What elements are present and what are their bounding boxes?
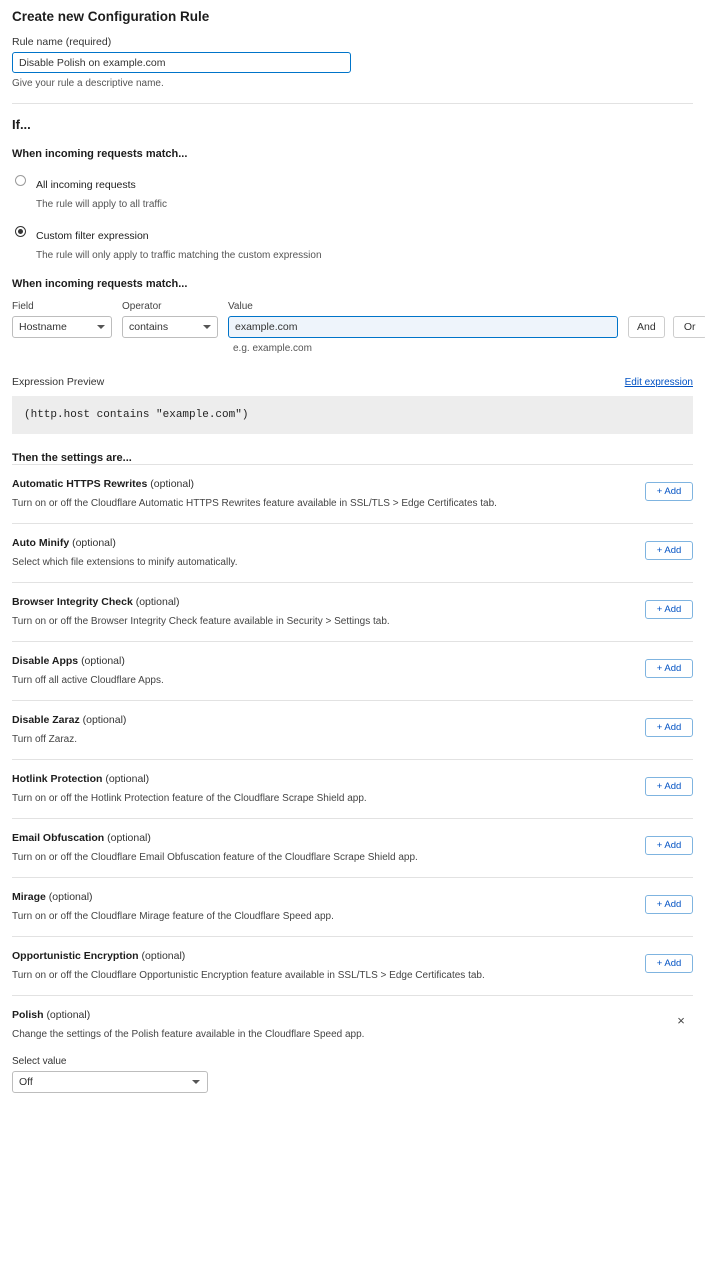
setting-optional: (optional) [135, 596, 180, 609]
andor-column [618, 301, 705, 338]
add-setting-button[interactable]: + Add [645, 777, 693, 796]
setting-title [12, 950, 645, 962]
setting-name: Opportunistic Encryption [12, 950, 139, 963]
radio-option-custom-filter[interactable] [12, 224, 693, 262]
setting-description: Turn on or off the Cloudflare Automatic HTTPS Rewrites feature available in SSL/TLS > Edge Certificates tab. [12, 498, 497, 510]
setting-row [12, 700, 693, 759]
setting-title [12, 891, 645, 903]
setting-title [12, 832, 645, 844]
setting-row [12, 936, 693, 995]
radio-label: All incoming requests [36, 179, 136, 191]
setting-optional: (optional) [48, 891, 93, 904]
configuration-rule-form [0, 9, 705, 1113]
setting-row [12, 641, 693, 700]
polish-value-select[interactable] [12, 1071, 208, 1093]
setting-description: Turn off all active Cloudflare Apps. [12, 675, 164, 687]
value-input[interactable] [228, 316, 618, 338]
radio-option-all-requests[interactable] [12, 173, 693, 211]
setting-name: Disable Zaraz [12, 714, 80, 727]
if-section-heading: If... [12, 117, 31, 132]
value-column [218, 301, 618, 338]
operator-column [112, 301, 218, 338]
operator-select-value: contains [129, 321, 169, 334]
operator-label: Operator [122, 301, 162, 313]
close-icon[interactable]: × [677, 1013, 685, 1029]
setting-description: Turn on or off the Browser Integrity Check feature available in Security > Settings tab. [12, 616, 390, 628]
expression-preview-header [12, 376, 693, 388]
setting-title [12, 478, 645, 490]
setting-description: Turn on or off the Hotlink Protection feature of the Cloudflare Scrape Shield app. [12, 793, 367, 805]
setting-name: Polish [12, 1009, 44, 1022]
add-setting-button[interactable]: + Add [645, 482, 693, 501]
setting-row [12, 523, 693, 582]
setting-description: Turn off Zaraz. [12, 734, 78, 746]
setting-optional: (optional) [107, 832, 151, 845]
page-title: Create new Configuration Rule [12, 9, 210, 24]
rule-name-input[interactable] [12, 52, 351, 73]
setting-row [12, 464, 693, 523]
expression-builder-heading: When incoming requests match... [12, 278, 188, 291]
expression-preview-label: Expression Preview [12, 376, 105, 389]
setting-title [12, 537, 645, 549]
setting-description: Turn on or off the Cloudflare Mirage feature of the Cloudflare Speed app. [12, 911, 334, 923]
setting-title [12, 714, 645, 726]
divider [12, 103, 693, 104]
add-setting-button[interactable]: + Add [645, 541, 693, 560]
setting-row [12, 759, 693, 818]
add-setting-button[interactable]: + Add [645, 954, 693, 973]
rule-name-label: Rule name (required) [12, 36, 112, 48]
edit-expression-link[interactable]: Edit expression [624, 377, 693, 389]
setting-row-polish [12, 995, 693, 1113]
setting-name: Hotlink Protection [12, 773, 103, 786]
add-setting-button[interactable]: + Add [645, 718, 693, 737]
expression-builder-row [12, 301, 696, 338]
add-setting-button[interactable]: + Add [645, 895, 693, 914]
expression-preview-box: (http.host contains "example.com") [12, 396, 693, 434]
setting-name: Automatic HTTPS Rewrites [12, 478, 148, 491]
setting-description: Turn on or off the Cloudflare Opportunistic Encryption feature available in SSL/TLS > Edge Certificates tab. [12, 970, 485, 982]
setting-optional: (optional) [46, 1009, 91, 1022]
chevron-down-icon [203, 325, 211, 329]
setting-optional: (optional) [72, 537, 116, 550]
field-select[interactable] [12, 316, 112, 338]
setting-title [12, 773, 645, 785]
setting-name: Auto Minify [12, 537, 70, 550]
add-setting-button[interactable]: + Add [645, 836, 693, 855]
setting-optional: (optional) [141, 950, 186, 963]
radio-description: The rule will apply to all traffic [36, 198, 167, 210]
setting-row [12, 818, 693, 877]
chevron-down-icon [192, 1080, 200, 1084]
and-button[interactable]: And [628, 316, 665, 338]
setting-optional: (optional) [82, 714, 127, 727]
select-value-label: Select value [12, 1056, 67, 1068]
setting-row [12, 877, 693, 936]
setting-title [12, 655, 645, 667]
value-label: Value [228, 301, 253, 313]
setting-optional: (optional) [105, 773, 150, 786]
setting-description: Change the settings of the Polish feature available in the Cloudflare Speed app. [12, 1029, 365, 1041]
setting-description: Select which file extensions to minify automatically. [12, 557, 238, 569]
setting-optional: (optional) [81, 655, 125, 668]
setting-name: Mirage [12, 891, 46, 904]
operator-select[interactable] [122, 316, 218, 338]
setting-description: Turn on or off the Cloudflare Email Obfuscation feature of the Cloudflare Scrape Shield app. [12, 852, 418, 864]
match-subheading: When incoming requests match... [12, 148, 188, 160]
setting-title [12, 596, 645, 608]
setting-name: Email Obfuscation [12, 832, 105, 845]
setting-title [12, 1009, 673, 1021]
field-select-value: Hostname [19, 321, 67, 334]
value-hint: e.g. example.com [233, 343, 312, 355]
field-label: Field [12, 301, 34, 313]
setting-name: Browser Integrity Check [12, 596, 133, 609]
radio-label: Custom filter expression [36, 230, 149, 243]
setting-optional: (optional) [150, 478, 195, 491]
add-setting-button[interactable]: + Add [645, 659, 693, 678]
radio-icon[interactable] [15, 175, 26, 186]
polish-value: Off [19, 1076, 33, 1089]
setting-row [12, 582, 693, 641]
or-button[interactable]: Or [673, 316, 705, 338]
then-section-heading: Then the settings are... [12, 452, 132, 465]
setting-name: Disable Apps [12, 655, 79, 668]
field-column [12, 301, 112, 338]
add-setting-button[interactable]: + Add [645, 600, 693, 619]
rule-name-help: Give your rule a descriptive name. [12, 78, 164, 89]
radio-description: The rule will only apply to traffic matching the custom expression [36, 249, 322, 261]
radio-icon-selected[interactable] [15, 226, 26, 237]
chevron-down-icon [97, 325, 105, 329]
